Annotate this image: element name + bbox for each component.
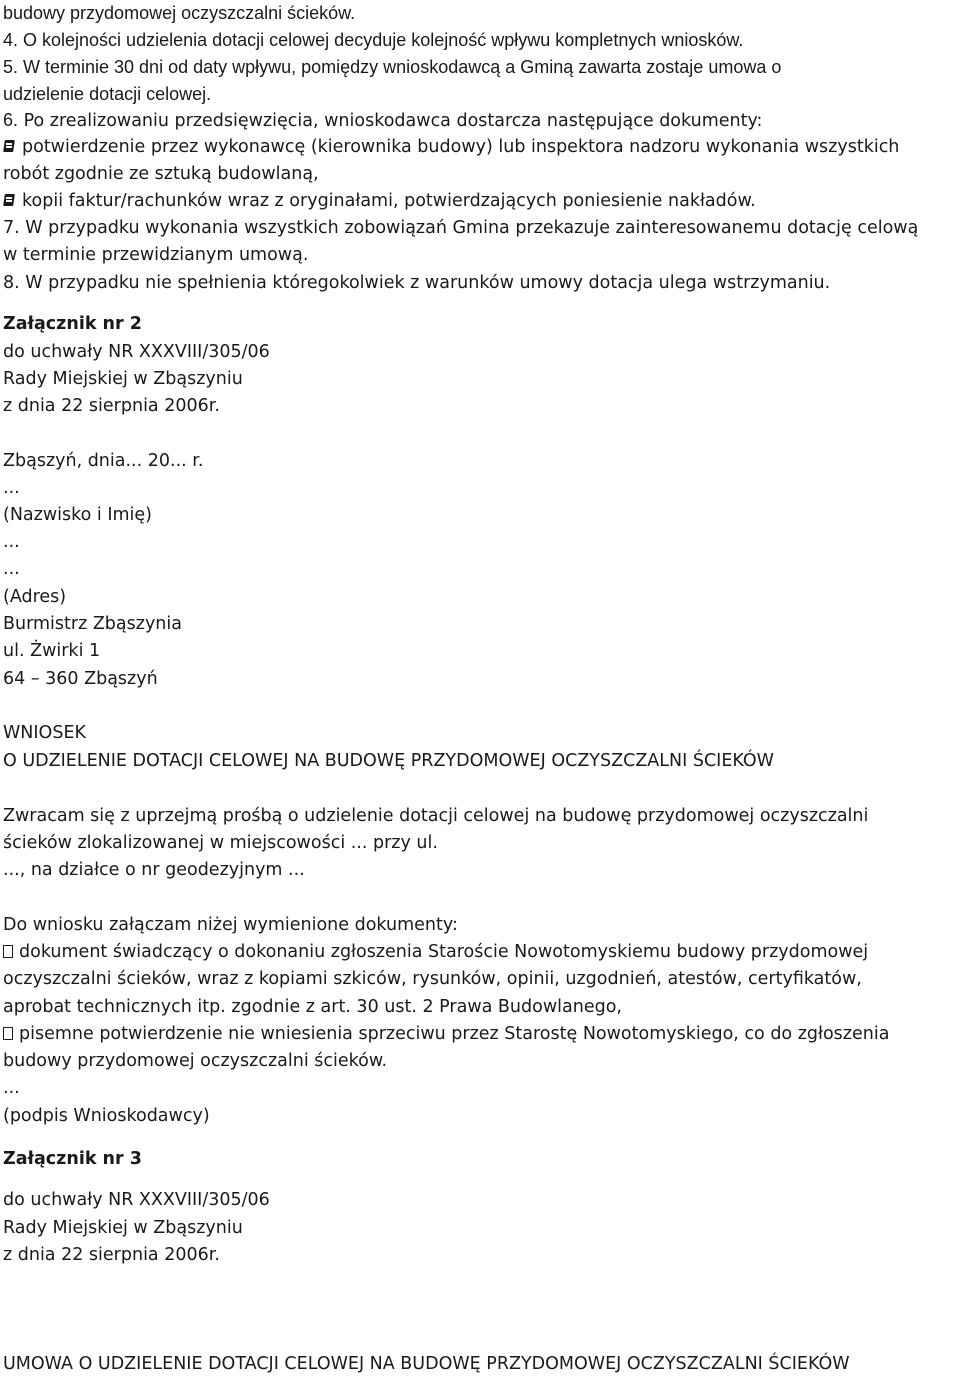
text-line: (Adres) — [3, 587, 67, 607]
bullet-line — [3, 941, 868, 963]
item-number: 6. — [3, 110, 19, 130]
text-line: budowy przydomowej oczyszczalni ścieków. — [3, 1051, 388, 1071]
text-line: z dnia 22 sierpnia 2006r. — [3, 396, 220, 416]
text-line: Zbąszyń, dnia... 20... r. — [3, 451, 204, 471]
bullet-text: pisemne potwierdzenie nie wniesienia sprzeciwu przez Starostę Nowotomyskiego, co do zgłoszenia — [19, 1024, 890, 1044]
bullet-line — [3, 190, 756, 212]
text-line: 4. O kolejności udzielenia dotacji celowej decyduje kolejność wpływu kompletnych wniosków. — [3, 30, 744, 50]
signature-caption: (podpis Wnioskodawcy) — [3, 1106, 210, 1126]
dotted-line: ... — [3, 559, 20, 579]
document-bullet-icon — [3, 193, 16, 207]
text-line: z dnia 22 sierpnia 2006r. — [3, 1245, 220, 1265]
document-bullet-icon — [3, 139, 16, 153]
item-text: Po zrealizowaniu przedsięwzięcia, wnioskodawca dostarcza następujące dokumenty: — [23, 111, 763, 131]
document-title: WNIOSEK — [3, 723, 86, 743]
text-line: do uchwały NR XXXVIII/305/06 — [3, 1190, 270, 1210]
text-line: ul. Żwirki 1 — [3, 641, 101, 661]
text-line: Do wniosku załączam niżej wymienione dokumenty: — [3, 915, 458, 935]
bullet-text: kopii faktur/rachunków wraz z oryginałami, potwierdzających poniesienie nakładów. — [22, 191, 756, 211]
bullet-text: dokument świadczący o dokonaniu zgłoszenia Staroście Nowotomyskiemu budowy przydomowej — [19, 942, 869, 962]
text-line: Rady Miejskiej w Zbąszyniu — [3, 1218, 243, 1238]
text-line: robót zgodnie ze sztuką budowlaną, — [3, 164, 319, 184]
text-line — [3, 109, 762, 132]
text-line: Burmistrz Zbąszynia — [3, 614, 182, 634]
annex-heading: Załącznik nr 3 — [3, 1149, 142, 1169]
bullet-line — [3, 1023, 889, 1045]
text-line: 5. W terminie 30 dni od daty wpływu, pomiędzy wnioskodawcą a Gminą zawarta zostaje umowa o — [3, 57, 782, 77]
text-line: 64 – 360 Zbąszyń — [3, 669, 158, 689]
text-line: aprobat technicznych itp. zgodnie z art. 30 ust. 2 Prawa Budowlanego, — [3, 997, 622, 1017]
text-line: Zwracam się z uprzejmą prośbą o udzielenie dotacji celowej na budowę przydomowej oczyszczalni — [3, 806, 869, 826]
annex-heading: Załącznik nr 2 — [3, 314, 142, 334]
text-line: w terminie przewidzianym umową. — [3, 245, 309, 265]
dotted-line: ... — [3, 1078, 20, 1098]
text-line: oczyszczalni ścieków, wraz z kopiami szkiców, rysunków, opinii, uzgodnień, atestów, certyfikatów, — [3, 969, 862, 989]
text-line: Rady Miejskiej w Zbąszyniu — [3, 369, 243, 389]
bullet-text: potwierdzenie przez wykonawcę (kierownika budowy) lub inspektora nadzoru wykonania wszystkich — [22, 137, 900, 157]
text-line: do uchwały NR XXXVIII/305/06 — [3, 342, 270, 362]
document-subtitle: O UDZIELENIE DOTACJI CELOWEJ NA BUDOWĘ PRZYDOMOWEJ OCZYSZCZALNI ŚCIEKÓW — [3, 751, 774, 771]
text-line: 7. W przypadku wykonania wszystkich zobowiązań Gmina przekazuje zainteresowanemu dotację celową — [3, 218, 919, 238]
document-title: UMOWA O UDZIELENIE DOTACJI CELOWEJ NA BUDOWĘ PRZYDOMOWEJ OCZYSZCZALNI ŚCIEKÓW — [3, 1354, 850, 1374]
checkbox-glyph-icon — [3, 945, 13, 958]
checkbox-glyph-icon — [3, 1027, 13, 1040]
text-line: (Nazwisko i Imię) — [3, 505, 152, 525]
text-line: ścieków zlokalizowanej w miejscowości ... przy ul. — [3, 833, 438, 853]
dotted-line: ... — [3, 478, 20, 498]
dotted-line: ... — [3, 532, 20, 552]
text-line: budowy przydomowej oczyszczalni ścieków. — [3, 3, 356, 23]
text-line: 8. W przypadku nie spełnienia któregokolwiek z warunków umowy dotacja ulega wstrzymaniu. — [3, 273, 831, 293]
text-line: ..., na działce o nr geodezyjnym ... — [3, 860, 305, 880]
bullet-line — [3, 136, 899, 158]
text-line: udzielenie dotacji celowej. — [3, 84, 212, 104]
